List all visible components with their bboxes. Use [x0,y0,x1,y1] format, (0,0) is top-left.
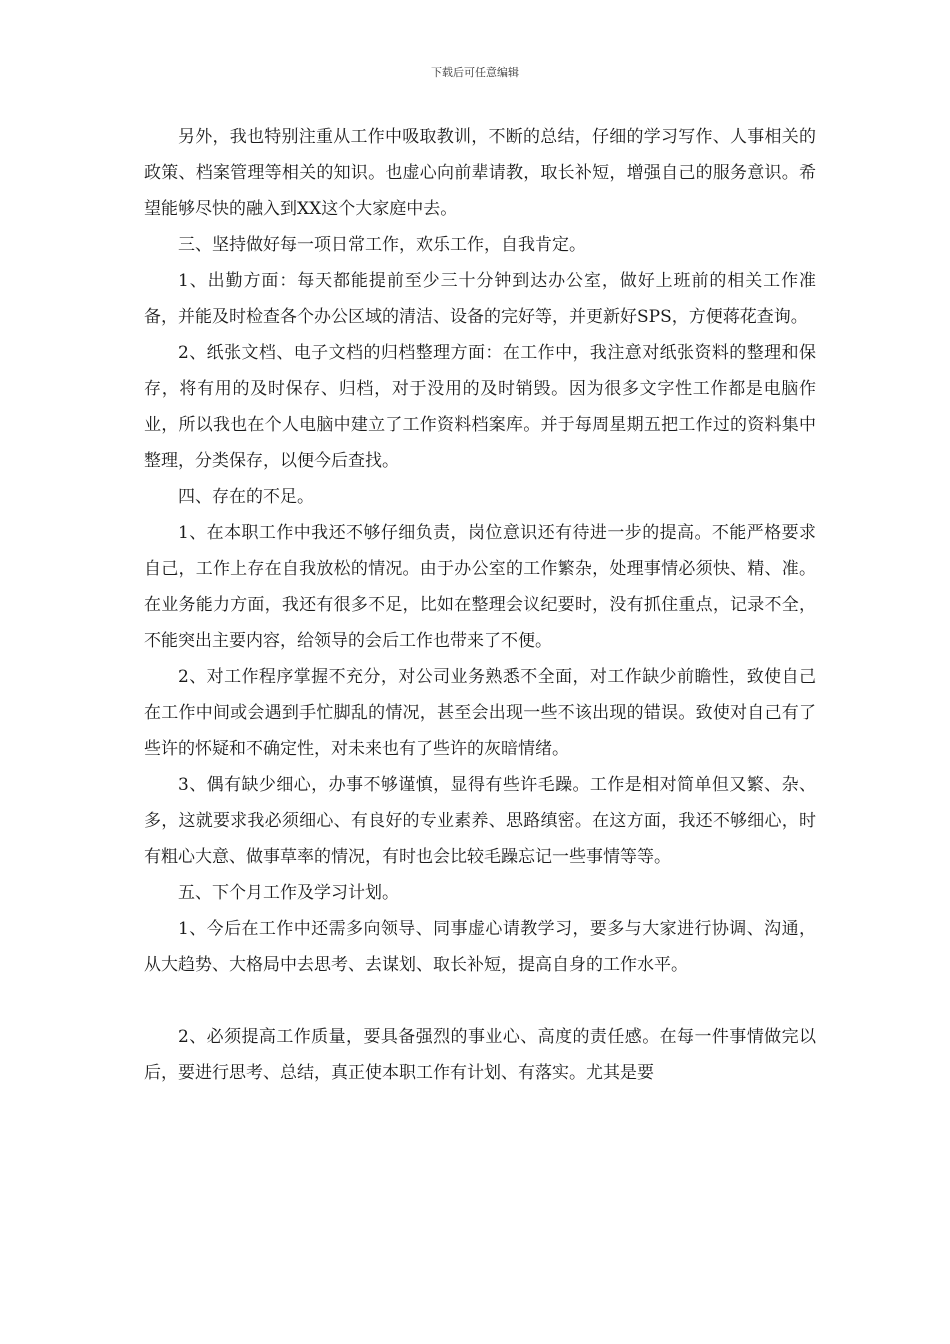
paragraph-attendance: 1、出勤方面：每天都能提前至少三十分钟到达办公室，做好上班前的相关工作准备，并能及时检查各个办公区域的清洁、设备的完好等，并更新好SPS，方便蒋花查询。 [144,271,816,327]
document-body [144,119,816,1091]
paragraph-plan-2: 2、必须提高工作质量，要具备强烈的事业心、高度的责任感。在每一件事情做完以后，要进行思考、总结，真正使本职工作有计划、有落实。尤其是要 [144,1027,816,1083]
page-header: 下载后可任意编辑 [431,66,519,79]
heading-shortcomings: 四、存在的不足。 [178,487,314,507]
heading-daily-work: 三、坚持做好每一项日常工作，欢乐工作，自我肯定。 [178,235,586,255]
heading-next-month-plan: 五、下个月工作及学习计划。 [178,883,399,903]
paragraph-lessons: 另外，我也特别注重从工作中吸取教训，不断的总结，仔细的学习写作、人事相关的政策、档案管理等相关的知识。也虚心向前辈请教，取长补短，增强自己的服务意识。希望能够尽快的融入到XX这个大家庭中去。 [144,127,816,219]
paragraph-shortcoming-3: 3、偶有缺少细心，办事不够谨慎，显得有些许毛躁。工作是相对简单但又繁、杂、多，这就要求我必须细心、有良好的专业素养、思路缜密。在这方面，我还不够细心，时有粗心大意、做事草率的情况，有时也会比较毛躁忘记一些事情等等。 [144,775,816,867]
paragraph-archiving: 2、纸张文档、电子文档的归档整理方面：在工作中，我注意对纸张资料的整理和保存，将有用的及时保存、归档，对于没用的及时销毁。因为很多文字性工作都是电脑作业，所以我也在个人电脑中建立了工作资料档案库。并于每周星期五把工作过的资料集中整理，分类保存，以便今后查找。 [144,343,816,471]
paragraph-plan-1: 1、今后在工作中还需多向领导、同事虚心请教学习，要多与大家进行协调、沟通，从大趋势、大格局中去思考、去谋划、取长补短，提高自身的工作水平。 [144,919,816,975]
paragraph-shortcoming-1: 1、在本职工作中我还不够仔细负责，岗位意识还有待进一步的提高。不能严格要求自己，工作上存在自我放松的情况。由于办公室的工作繁杂，处理事情必须快、精、准。在业务能力方面，我还有很多不足，比如在整理会议纪要时，没有抓住重点，记录不全，不能突出主要内容，给领导的会后工作也带来了不便。 [144,523,816,651]
paragraph-shortcoming-2: 2、对工作程序掌握不充分，对公司业务熟悉不全面，对工作缺少前瞻性，致使自己在工作中间或会遇到手忙脚乱的情况，甚至会出现一些不该出现的错误。致使对自己有了些许的怀疑和不确定性，对未来也有了些许的灰暗情绪。 [144,667,816,759]
